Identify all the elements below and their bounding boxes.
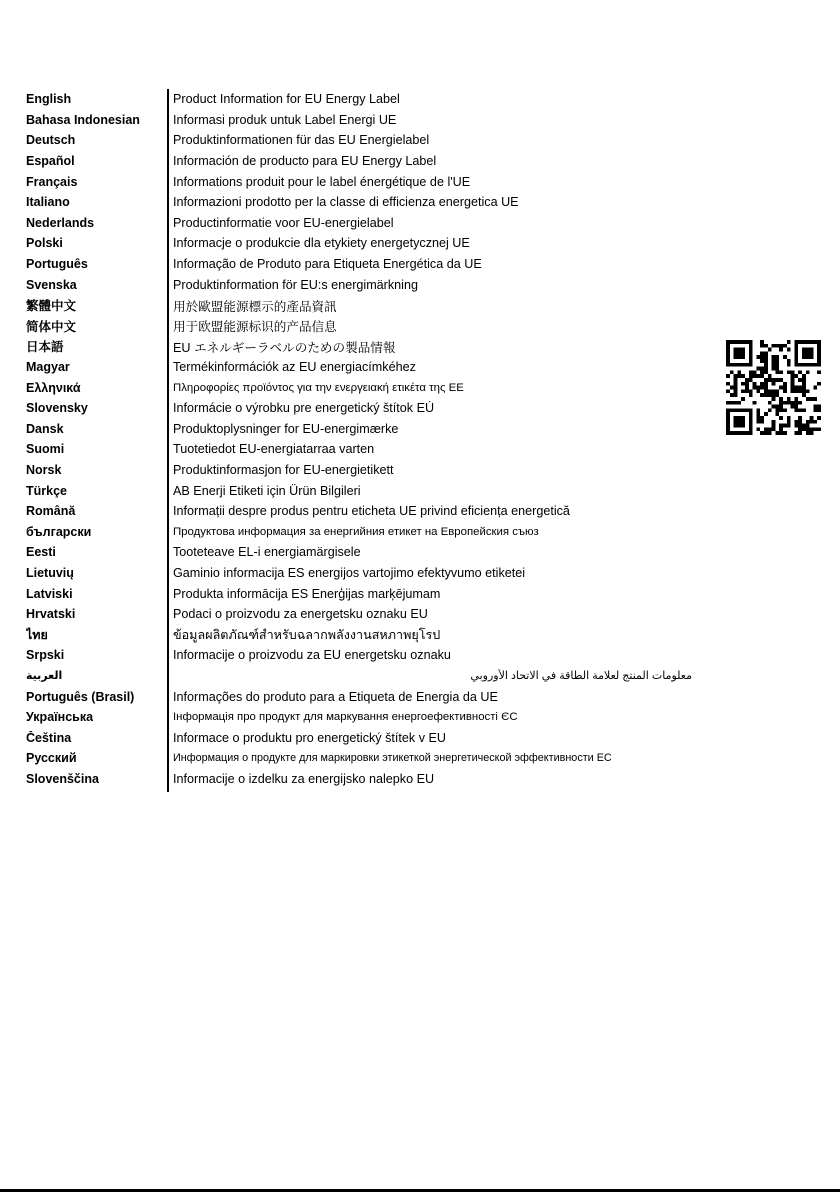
language-description: Informações do produto para a Etiqueta de Energia da UE	[173, 689, 498, 704]
language-name: 日本語	[26, 340, 64, 355]
language-description: Produktinformation för EU:s energimärkning	[173, 277, 418, 292]
language-description: Інформація про продукт для маркування енергоефективності ЄС	[173, 711, 518, 724]
language-row	[26, 130, 716, 151]
language-name: Dansk	[26, 421, 64, 436]
language-row	[26, 645, 716, 666]
language-name: Suomi	[26, 442, 65, 457]
language-name: български	[26, 524, 92, 539]
language-description: Πληροφορίες προϊόντος για την ενεργειακή ετικέτα της ΕΕ	[173, 381, 464, 394]
language-row	[26, 357, 716, 378]
language-row	[26, 501, 716, 522]
language-description: Información de producto para EU Energy Label	[173, 154, 437, 169]
language-row	[26, 707, 716, 728]
language-description: Produktinformationen für das EU Energielabel	[173, 133, 430, 148]
language-description: Produktoplysninger for EU-energimærke	[173, 421, 399, 436]
language-row	[26, 254, 716, 275]
language-description: Product Information for EU Energy Label	[173, 92, 400, 107]
language-row	[26, 748, 716, 769]
language-name: 简体中文	[26, 319, 77, 334]
language-description: Informații despre produs pentru eticheta UE privind eficiența energetică	[173, 504, 570, 519]
language-name: 繁體中文	[26, 299, 77, 314]
language-description: EU エネルギーラベルのための製品情報	[173, 340, 396, 355]
language-description: AB Enerji Etiketi için Ürün Bilgileri	[173, 483, 361, 498]
language-row	[26, 439, 716, 460]
language-row	[26, 521, 716, 542]
language-row	[26, 480, 716, 501]
language-row	[26, 151, 716, 172]
language-name: Türkçe	[26, 483, 67, 498]
language-name: Español	[26, 154, 75, 169]
language-name: العربية	[26, 670, 63, 683]
language-description: Информация о продукте для маркировки этикеткой энергетической эффективности ЕС	[173, 752, 612, 765]
language-name: Ελληνικά	[26, 380, 81, 395]
language-name: Italiano	[26, 195, 70, 210]
language-name: Hrvatski	[26, 607, 76, 622]
language-description: Informacije o izdelku za energijsko nalepko EU	[173, 771, 435, 786]
language-name: Deutsch	[26, 133, 76, 148]
language-row	[26, 460, 716, 481]
language-description: Продуктова информация за енергийния етикет на Европейския съюз	[173, 525, 539, 538]
language-name: Português	[26, 257, 88, 272]
language-name: Nederlands	[26, 215, 95, 230]
qr-code-icon	[726, 340, 821, 435]
language-row	[26, 686, 716, 707]
language-description: Informacje o produkcie dla etykiety energetycznej UE	[173, 236, 470, 251]
language-name: Slovenščina	[26, 771, 99, 786]
language-name: Čeština	[26, 730, 72, 745]
language-name: Português (Brasil)	[26, 689, 135, 704]
language-description: Informação de Produto para Etiqueta Energética da UE	[173, 257, 482, 272]
language-description: Informácie o výrobku pre energetický štítok EÚ	[173, 401, 435, 416]
language-name: Lietuvių	[26, 565, 74, 580]
language-description: Produkta informācija ES Enerģijas marķējumam	[173, 586, 441, 601]
language-description: Podaci o proizvodu za energetsku oznaku EU	[173, 607, 428, 622]
language-row	[26, 624, 716, 645]
language-row	[26, 274, 716, 295]
language-row	[26, 110, 716, 131]
language-description: Productinformatie voor EU-energielabel	[173, 215, 394, 230]
language-description: 用于欧盟能源标识的产品信息	[173, 320, 337, 335]
language-description: Informasi produk untuk Label Energi UE	[173, 112, 397, 127]
language-name: Bahasa Indonesian	[26, 112, 140, 127]
language-row	[26, 769, 716, 790]
language-row	[26, 727, 716, 748]
language-row	[26, 171, 716, 192]
language-description: معلومات المنتج لعلامة الطاقة في الاتحاد الأوروبي	[470, 670, 692, 683]
language-row	[26, 377, 716, 398]
language-name: Srpski	[26, 648, 65, 663]
language-name: Polski	[26, 236, 63, 251]
language-name: Slovensky	[26, 401, 88, 416]
language-description: 用於歐盟能源標示的產品資訊	[173, 299, 337, 314]
language-row	[26, 192, 716, 213]
language-description: Termékinformációk az EU energiacímkéhez	[173, 360, 416, 375]
language-name: Français	[26, 174, 78, 189]
language-description: Produktinformasjon for EU-energietikett	[173, 462, 394, 477]
language-row	[26, 419, 716, 440]
language-name: Norsk	[26, 462, 62, 477]
language-row	[26, 336, 716, 357]
language-name: ไทย	[26, 627, 48, 642]
language-name: Русский	[26, 751, 77, 766]
language-row	[26, 295, 716, 316]
language-row	[26, 604, 716, 625]
language-name: Svenska	[26, 277, 77, 292]
language-table	[26, 89, 716, 789]
language-row	[26, 563, 716, 584]
language-name: Українська	[26, 710, 94, 725]
language-name: English	[26, 92, 72, 107]
language-description: Tuotetiedot EU-energiatarraa varten	[173, 442, 375, 457]
language-description: ข้อมูลผลิตภัณฑ์สำหรับฉลากพลังงานสหภาพยุโรป	[173, 627, 441, 642]
language-row	[26, 316, 716, 337]
language-name: Română	[26, 504, 76, 519]
language-description: Informace o produktu pro energetický štítek v EU	[173, 730, 446, 745]
language-description: Informacije o proizvodu za EU energetsku oznaku	[173, 648, 451, 663]
language-name: Eesti	[26, 545, 56, 560]
language-name: Magyar	[26, 360, 70, 375]
language-name: Latviski	[26, 586, 73, 601]
language-description: Tooteteave EL-i energiamärgisele	[173, 545, 361, 560]
language-row	[26, 542, 716, 563]
language-row	[26, 213, 716, 234]
language-row	[26, 89, 716, 110]
language-description: Informazioni prodotto per la classe di efficienza energetica UE	[173, 195, 519, 210]
language-row	[26, 398, 716, 419]
language-description: Informations produit pour le label énergétique de l'UE	[173, 174, 471, 189]
language-row	[26, 583, 716, 604]
language-row	[26, 233, 716, 254]
language-row	[26, 666, 716, 687]
column-divider	[167, 89, 169, 792]
language-description: Gaminio informacija ES energijos vartojimo efektyvumo etiketei	[173, 565, 526, 580]
